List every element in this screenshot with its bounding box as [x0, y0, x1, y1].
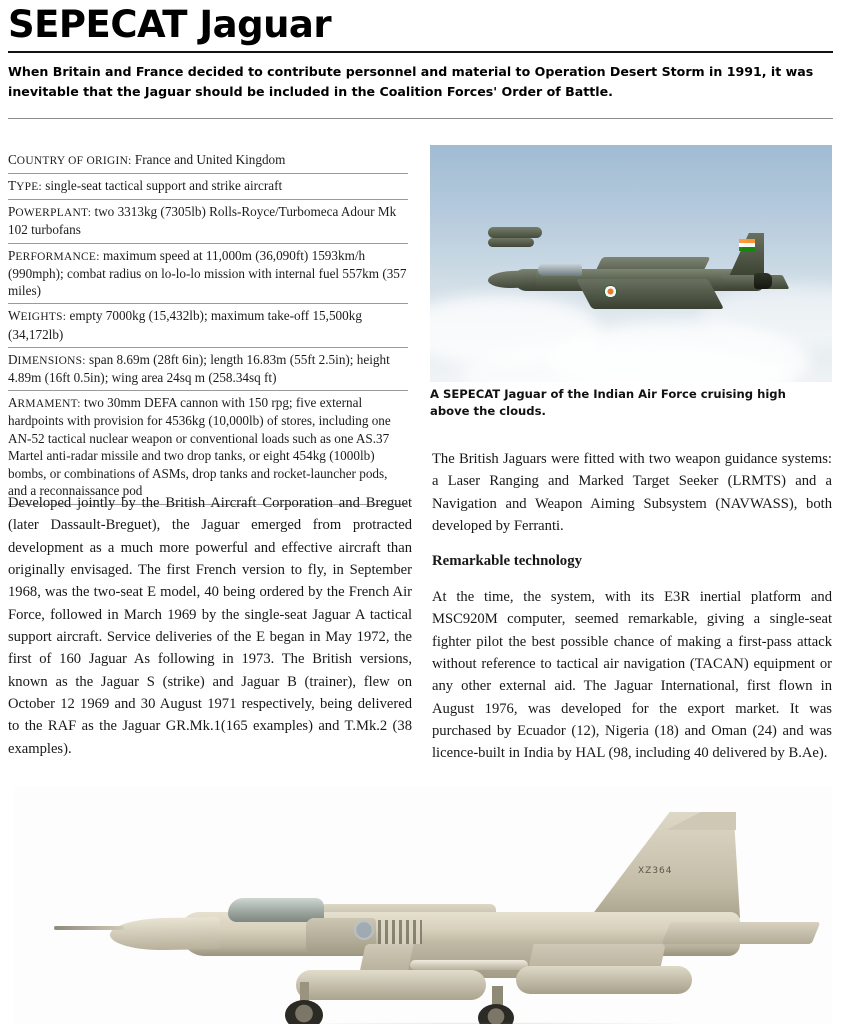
spec-label-initial: A: [8, 395, 18, 411]
aircraft-exhaust: [754, 273, 772, 289]
spec-label: OWERPLANT:: [15, 207, 92, 220]
standfirst-text: When Britain and France decided to contribute personnel and material to Operation Desert Storm in 1991, it was inevitable that the Jaguar should be included in the Coalition Forces' Order of Battle.: [8, 64, 814, 99]
aircraft-drop-tank: [516, 966, 692, 994]
jaguar-desert-illustration: [110, 794, 826, 1020]
spec-row: [8, 199, 408, 242]
spec-label-initial: D: [8, 351, 18, 367]
caption-top: A SEPECAT Jaguar of the Indian Air Force cruising high above the clouds.: [430, 387, 786, 419]
aircraft-drop-tank: [296, 970, 486, 1000]
spec-row: [8, 347, 408, 390]
spec-row: [8, 173, 408, 199]
spec-value: span 8.69m (28ft 6in); length 16.83m (55ft 2.5in); height 4.89m (16ft 0.5in); wing area 24sq m (258.34sq ft): [8, 351, 390, 385]
spec-label: RMAMENT:: [17, 398, 81, 411]
spec-value: maximum speed at 11,000m (36,090ft) 1593km/h (990mph); combat radius on lo-lo-lo mission with internal fuel 557km (357 miles): [8, 247, 407, 299]
spec-value: two 3313kg (7305lb) Rolls-Royce/Turbomeca Adour Mk 102 turbofans: [8, 204, 397, 238]
paragraph: At the time, the system, with its E3R inertial platform and MSC920M computer, seemed remarkable, giving a single-seat fighter pilot the best possible chance of making a first-pass attack without reference to tactical air navigation (TACAN) equipment or any other external aid. The Jaguar International, first flown in August 1976, was developed for the export market. It was purchased by Ecuador (12), Nigeria (18) and Oman (24) and was licence-built in India by HAL (98, including 40 delivered by B.Ae).: [432, 588, 832, 762]
spec-value: single-seat tactical support and strike aircraft: [41, 178, 283, 194]
spec-label: EIGHTS:: [20, 311, 67, 324]
paragraph: Developed jointly by the British Aircraft Corporation and Breguet (later Dassault-Breguet), the Jaguar emerged from protracted development as a much more powerful and effective aircraft than originally envisaged. The first French version to fly, in September 1968, was the two-seat E model, 40 being ordered by the French Air Force, followed in March 1969 by the single-seat Jaguar A tactical support aircraft. Service deliveries of the E began in May 1972, the first of 160 Jaguar As following in 1973. The British versions, known as the Jaguar S (strike) and Jaguar B (trainer), flew on October 12 1969 and 30 August 1971 respectively, being delivered to the RAF as the Jaguar GR.Mk.1(165 examples) and T.Mk.2 (38 examples).: [8, 495, 412, 757]
spec-label-initial: P: [8, 204, 16, 220]
page-title: SEPECAT Jaguar: [8, 3, 332, 46]
aircraft-roundel: [354, 920, 374, 940]
title-divider: [8, 51, 833, 53]
spec-label: YPE:: [16, 181, 42, 194]
section-subhead: Remarkable technology: [432, 553, 583, 570]
indian-flag-marking: [739, 239, 755, 251]
spec-row: [8, 243, 408, 304]
spec-value: empty 7000kg (15,432lb); maximum take-off 15,500kg (34,172lb): [8, 308, 362, 342]
aircraft-pitot-probe: [54, 926, 124, 930]
body-column-right: [432, 448, 832, 778]
spec-label-initial: P: [8, 247, 16, 263]
spec-row: [8, 148, 408, 173]
spec-label-initial: T: [8, 178, 17, 194]
photo-indian-air-force-jaguar: [430, 145, 832, 382]
jaguar-aircraft-illustration: [488, 227, 788, 323]
aircraft-wheel: [478, 1004, 514, 1024]
spec-label-initial: W: [8, 308, 21, 324]
photo-raf-desert-jaguar: [14, 786, 832, 1024]
spec-row: [8, 303, 408, 346]
sidewinder-missile: [410, 960, 528, 970]
aircraft-canopy: [538, 263, 582, 276]
body-column-left: [8, 492, 412, 760]
aircraft-drop-tank: [488, 227, 542, 238]
spec-label: ERFORMANCE:: [15, 250, 100, 263]
paragraph: The British Jaguars were fitted with two weapon guidance systems: a Laser Ranging and Marked Target Seeker (LRMTS) and a Navigation and Weapon Aiming Subsystem (NAVWASS), both developed by Ferranti.: [432, 451, 832, 534]
aircraft-nose: [110, 917, 221, 951]
spec-value: France and United Kingdom: [131, 152, 286, 167]
spec-value: two 30mm DEFA cannon with 150 rpg; five external hardpoints with provision for 4536kg (10,000lb) of stores, including one AN-52 tactical nuclear weapon or conventional loads such as one AS.37 Martel anti-radar missile and two drop tanks, or eight 454kg (1000lb) bombs, or combinations of ASMs, drop tanks and rocket-launcher pods, and a reconnaissance pod: [8, 395, 391, 499]
specification-box: [8, 148, 408, 505]
standfirst-divider: [8, 118, 833, 119]
aircraft-drop-tank: [488, 238, 534, 247]
aircraft-serial-number: XZ364: [638, 866, 673, 876]
spec-label-initial: C: [8, 152, 17, 167]
aircraft-wheel: [285, 1000, 323, 1024]
aircraft-wing: [576, 279, 724, 309]
aircraft-nose: [488, 270, 537, 289]
spec-label: IMENSIONS:: [17, 354, 86, 367]
title-block: [8, 3, 833, 53]
aircraft-tailplane: [662, 922, 821, 944]
aircraft-roundel: [604, 285, 617, 298]
spec-label: OUNTRY OF ORIGIN:: [16, 155, 132, 167]
spec-row: [8, 390, 408, 504]
